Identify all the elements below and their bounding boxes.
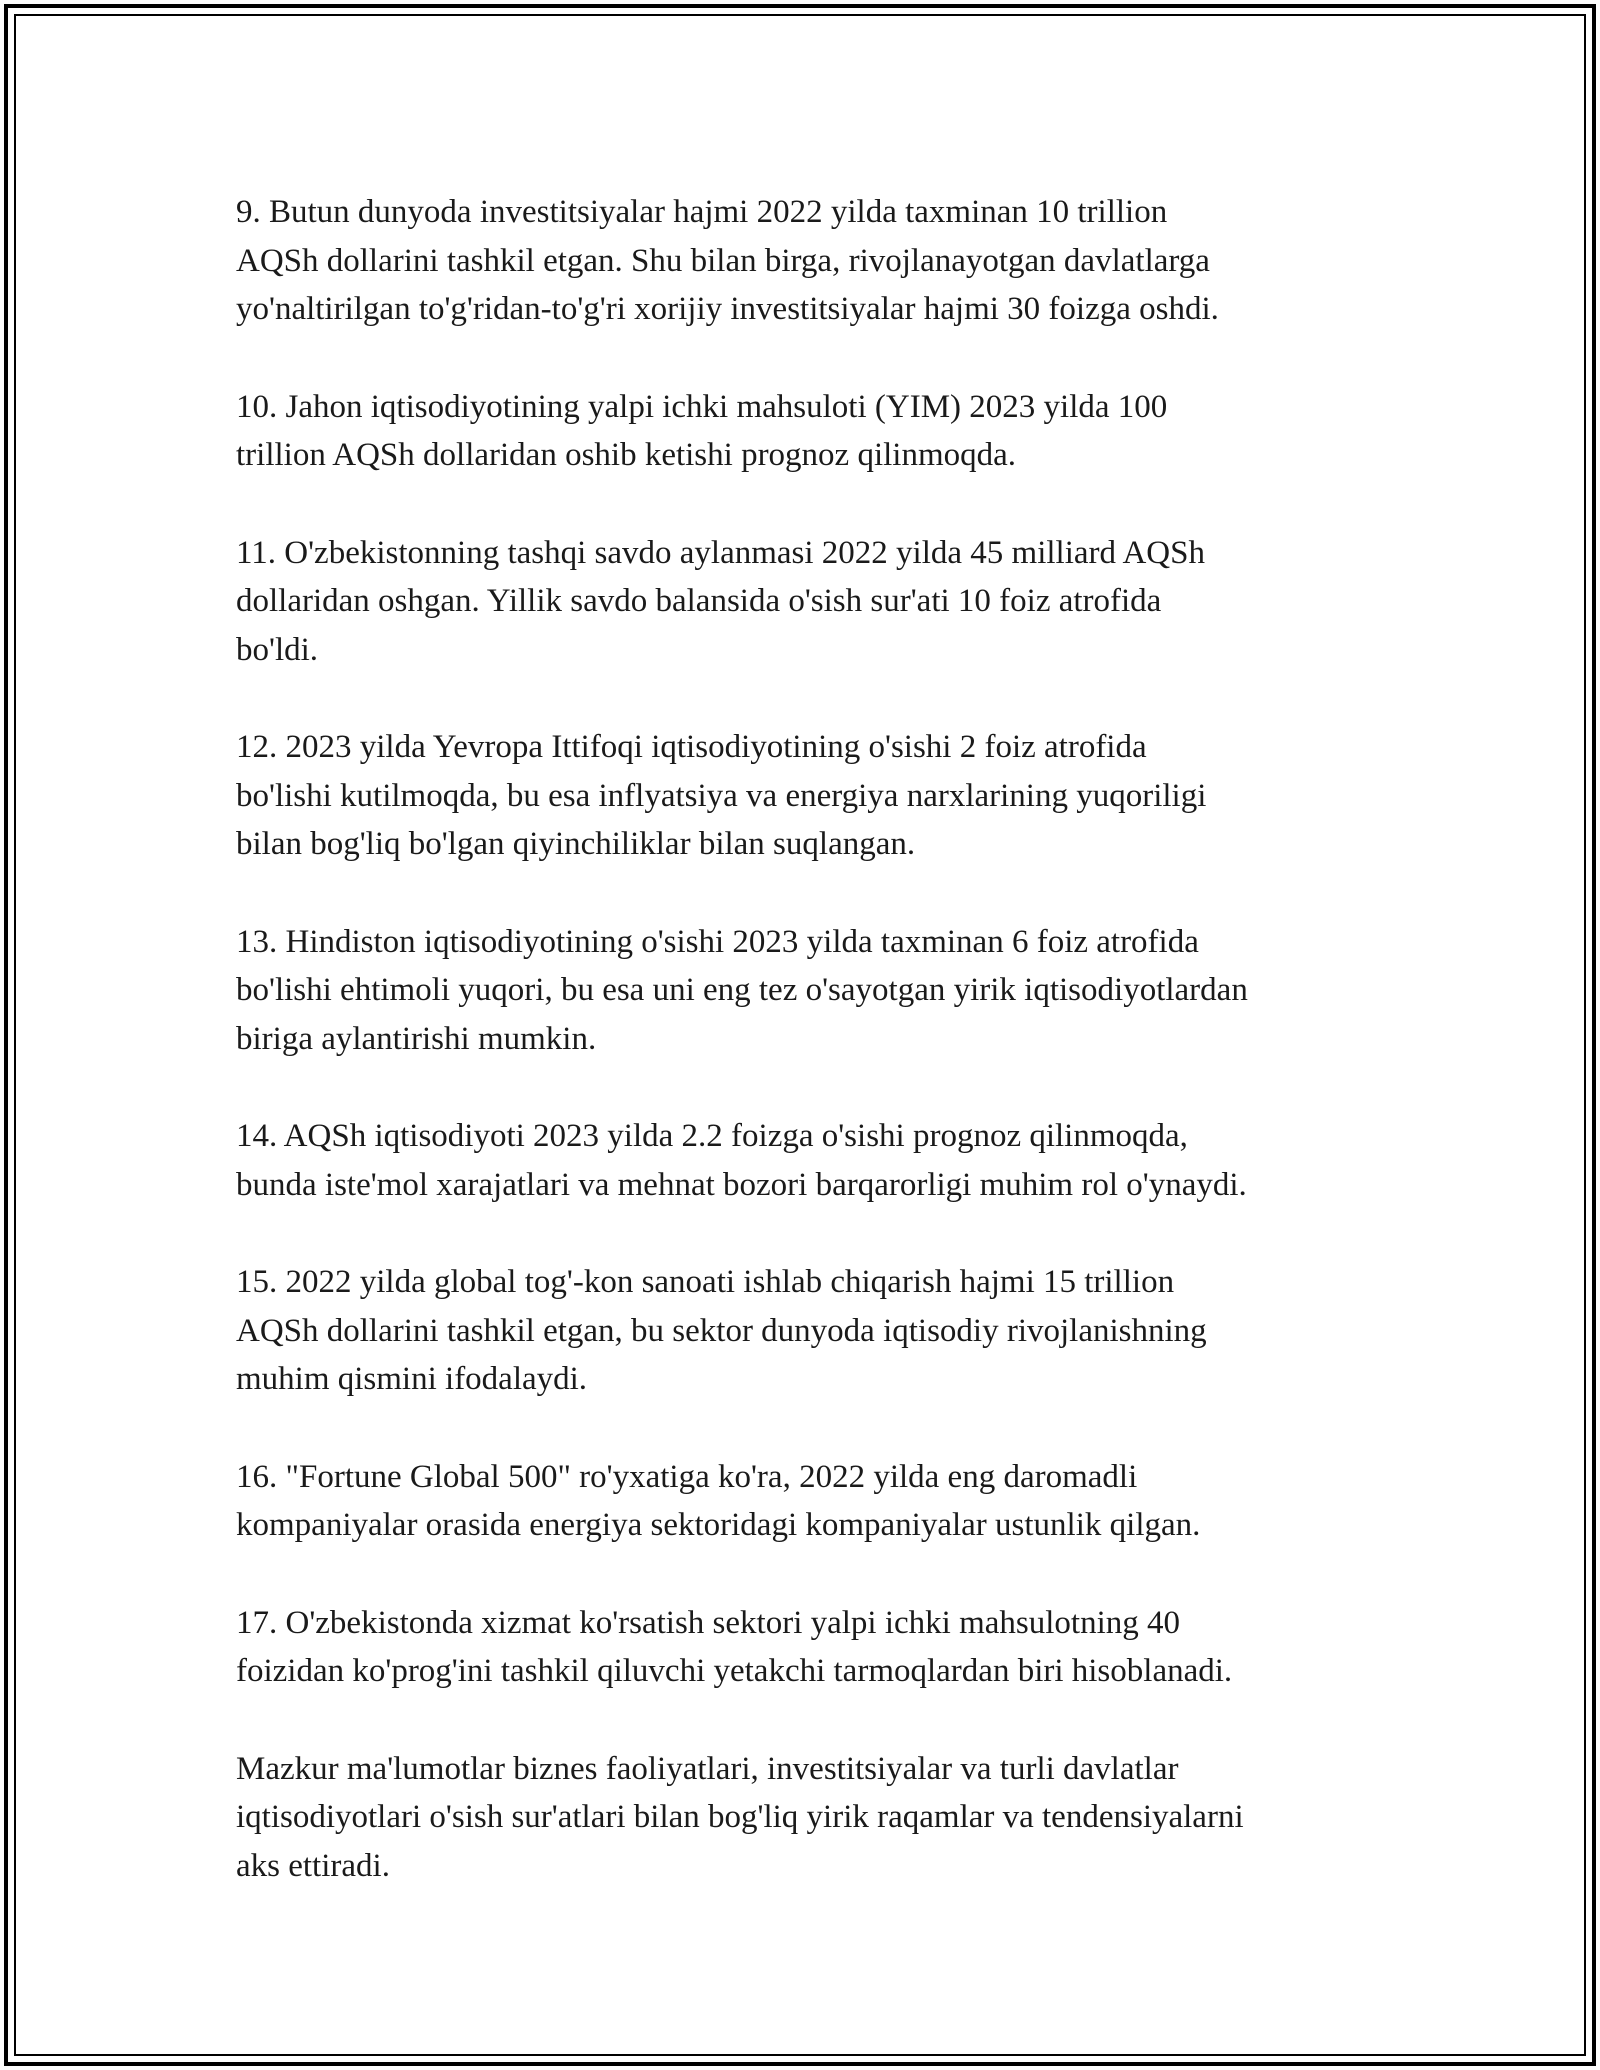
paragraph-10 [236, 383, 1386, 480]
text-line: foizidan ko'prog'ini tashkil qiluvchi yetakchi tarmoqlardan biri hisoblanadi. [236, 1653, 1233, 1689]
text-line: muhim qismini ifodalaydi. [236, 1361, 588, 1397]
text-line: biriga aylantirishi mumkin. [236, 1020, 597, 1057]
text-line: kompaniyalar orasida energiya sektoridagi kompaniyalar ustunlik qilgan. [236, 1507, 1201, 1543]
text-line: 11. O'zbekistonning tashqi savdo aylanmasi 2022 yilda 45 milliard AQSh [236, 534, 1205, 571]
text-line: yo'naltirilgan to'g'ridan-to'g'ri xorijiy investitsiyalar hajmi 30 foizga oshdi. [236, 291, 1219, 327]
text-line: 10. Jahon iqtisodiyotining yalpi ichki mahsuloti (YIM) 2023 yilda 100 [236, 388, 1168, 425]
text-line: 15. 2022 yilda global tog'-kon sanoati ishlab chiqarish hajmi 15 trillion [236, 1264, 1175, 1300]
text-line: 14. AQSh iqtisodiyoti 2023 yilda 2.2 foizga o'sishi prognoz qilinmoqda, [236, 1118, 1188, 1154]
text-line: 13. Hindiston iqtisodiyotining o'sishi 2023 yilda taxminan 6 foiz atrofida [236, 923, 1199, 960]
text-line: bo'lishi ehtimoli yuqori, bu esa uni eng tez o'sayotgan yirik iqtisodiyotlardan [236, 972, 1248, 1008]
paragraph-14 [236, 1112, 1386, 1209]
paragraph-12 [236, 723, 1386, 869]
text-line: 12. 2023 yilda Yevropa Ittifoqi iqtisodiyotining o'sishi 2 foiz atrofida [236, 729, 1147, 765]
text-line: bilan bog'liq bo'lgan qiyinchiliklar bilan suqlangan. [236, 826, 916, 862]
text-line: bo'ldi. [236, 631, 319, 668]
paragraph-11 [236, 529, 1386, 675]
text-line: iqtisodiyotlari o'sish sur'atlari bilan bog'liq yirik raqamlar va tendensiyalarni [236, 1799, 1244, 1835]
paragraph-conclusion [236, 1745, 1386, 1891]
text-line: 16. "Fortune Global 500" ro'yxatiga ko'ra, 2022 yilda eng daromadli [236, 1458, 1138, 1495]
text-line: bo'lishi kutilmoqda, bu esa inflyatsiya va energiya narxlarining yuqoriligi [236, 777, 1207, 814]
text-line: 9. Butun dunyoda investitsiyalar hajmi 2022 yilda taxminan 10 trillion [236, 194, 1168, 230]
paragraph-16 [236, 1453, 1386, 1550]
text-line: 17. O'zbekistonda xizmat ko'rsatish sektori yalpi ichki mahsulotning 40 [236, 1604, 1180, 1641]
text-line: aks ettiradi. [236, 1847, 390, 1884]
text-line: dollaridan oshgan. Yillik savdo balansida o'sish sur'ati 10 foiz atrofida [236, 583, 1162, 619]
text-line: Mazkur ma'lumotlar biznes faoliyatlari, investitsiyalar va turli davlatlar [236, 1750, 1179, 1787]
document-body [236, 188, 1386, 1939]
paragraph-15 [236, 1258, 1386, 1404]
paragraph-9 [236, 188, 1386, 334]
paragraph-13 [236, 918, 1386, 1064]
text-line: AQSh dollarini tashkil etgan, bu sektor dunyoda iqtisodiy rivojlanishning [236, 1312, 1207, 1349]
paragraph-17 [236, 1599, 1386, 1696]
text-line: AQSh dollarini tashkil etgan. Shu bilan birga, rivojlanayotgan davlatlarga [236, 242, 1210, 279]
text-line: trillion AQSh dollaridan oshib ketishi prognoz qilinmoqda. [236, 437, 1017, 473]
text-line: bunda iste'mol xarajatlari va mehnat bozori barqarorligi muhim rol o'ynaydi. [236, 1166, 1247, 1203]
